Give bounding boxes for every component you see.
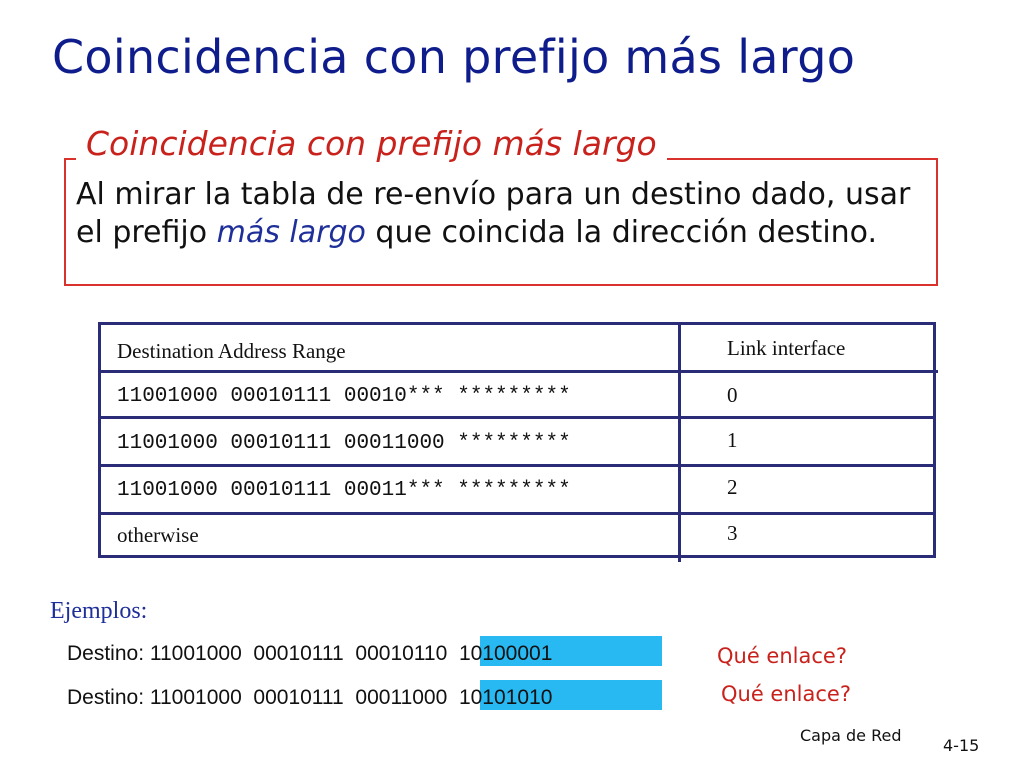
footer-page-number: 4-15 [943,736,980,755]
slide-title: Coincidencia con prefijo más largo [52,30,856,84]
definition-text-part2: que coincida la dirección destino. [365,215,878,250]
destination-prefix: Destino: 11001000 00010111 0001 [67,686,401,709]
table-row-link: 0 [727,383,738,407]
definition-emphasis: más largo [216,215,366,250]
example-question: Qué enlace? [721,682,851,706]
table-header-link: Link interface [727,336,846,360]
table-row-link: 2 [727,475,738,499]
table-row-divider [98,464,936,467]
table-column-divider [678,322,681,562]
destination-highlighted: 1000 10101010 [400,686,553,709]
definition-heading: Coincidencia con prefijo más largo [76,124,667,163]
table-row-divider [98,416,936,419]
table-row-divider [98,370,938,373]
table-row-range: otherwise [117,523,199,547]
destination-highlighted: 0110 10100001 [402,642,553,665]
examples-label: Ejemplos: [50,598,148,624]
example-destination [67,686,552,710]
destination-prefix: Destino: 11001000 00010111 0001 [67,642,403,665]
example-question: Qué enlace? [717,644,847,668]
table-row-range: 11001000 00010111 00010*** ********* [117,385,571,408]
table-row-divider [98,512,936,515]
table-row-link: 3 [727,521,738,545]
footer-chapter: Capa de Red [800,726,902,745]
table-row-link: 1 [727,428,738,452]
table-row-range: 11001000 00010111 00011000 ********* [117,432,571,455]
table-row-range: 11001000 00010111 00011*** ********* [117,479,571,502]
table-header-range: Destination Address Range [117,339,346,363]
definition-text [76,176,926,252]
definition-text-part1: Al mirar la tabla de re-envío para un destino dado, usar el prefijo [76,177,911,250]
example-destination [67,642,552,666]
